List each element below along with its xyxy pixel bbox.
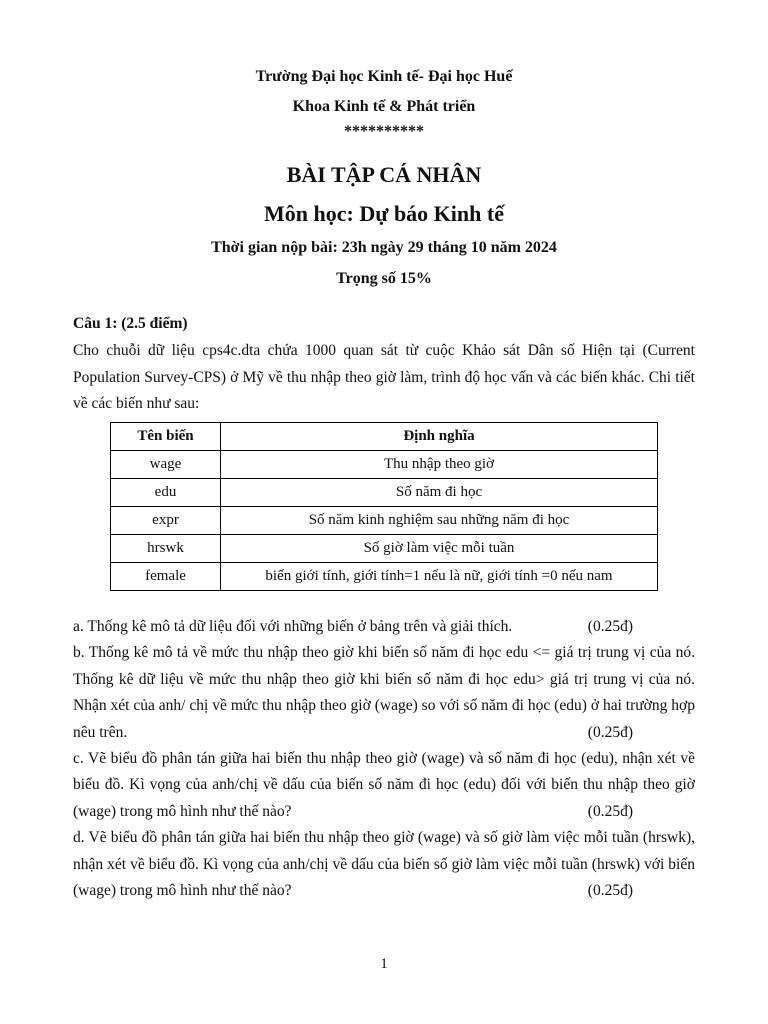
question-1-parts — [73, 614, 695, 904]
variable-name-cell: edu — [111, 479, 221, 507]
faculty-name: Khoa Kinh tế & Phát triển — [292, 98, 476, 115]
table-row — [111, 563, 658, 591]
part-a-points: (0.25đ) — [587, 618, 633, 635]
variable-definition-cell: Thu nhập theo giờ — [221, 451, 658, 479]
variable-name-cell: female — [111, 563, 221, 591]
grade-weight: Trọng số 15% — [336, 270, 432, 287]
variable-definition-cell: Số năm đi học — [221, 479, 658, 507]
variable-definition-cell: Số giờ làm việc mỗi tuần — [221, 535, 658, 563]
table-header-cell: Định nghĩa — [221, 423, 658, 451]
question-1-heading: Câu 1: (2.5 điểm) — [73, 315, 188, 332]
subject-title: Môn học: Dự báo Kinh tế — [264, 201, 504, 226]
part-d — [73, 825, 695, 904]
part-a-text: a. Thống kê mô tả dữ liệu đối với những biến ở bảng trên và giải thích. — [73, 618, 513, 635]
separator-stars: ********** — [344, 123, 424, 140]
variables-table — [110, 422, 658, 591]
table-row — [111, 507, 658, 535]
deadline: Thời gian nộp bài: 23h ngày 29 tháng 10 năm 2024 — [211, 239, 557, 256]
part-c-points: (0.25đ) — [587, 802, 633, 820]
variable-name-cell: expr — [111, 507, 221, 535]
part-b — [73, 640, 695, 746]
part-d-text: d. Vẽ biểu đồ phân tán giữa hai biến thu nhập theo giờ (wage) và số giờ làm việc mỗi tuần (hrswk), nhận xét về biểu đồ. Kì vọng của anh/chị về dấu của biến số giờ làm việc mỗi tuần (hrswk) với biến (wage) trong mô hình như thế nào? — [73, 829, 695, 900]
part-b-points: (0.25đ) — [587, 723, 633, 741]
table-row — [111, 535, 658, 563]
variable-name-cell: hrswk — [111, 535, 221, 563]
part-c-text: c. Vẽ biểu đồ phân tán giữa hai biến thu nhập theo giờ (wage) và số năm đi học (edu), nhận xét về biểu đồ. Kì vọng của anh/chị về dấu của biến số năm đi học (edu) đối với biến thu nhập theo giờ (wage) trong mô hình như thế nào? — [73, 750, 695, 820]
table-header-cell: Tên biến — [111, 423, 221, 451]
page-number: 1 — [380, 956, 388, 972]
table-row — [111, 451, 658, 479]
question-1-intro: Cho chuỗi dữ liệu cps4c.dta chứa 1000 quan sát từ cuộc Khảo sát Dân số Hiện tại (Current Population Survey-CPS) ở Mỹ về thu nhập theo giờ làm, trình độ học vấn và các biến khác. Chi tiết về các biến như sau: — [73, 342, 695, 412]
table-header-row — [111, 423, 658, 451]
part-a — [73, 614, 695, 640]
variable-name-cell: wage — [111, 451, 221, 479]
part-c — [73, 746, 695, 825]
table-row — [111, 479, 658, 507]
part-b-text: b. Thống kê mô tả về mức thu nhập theo giờ khi biến số năm đi học edu <= giá trị trung vị của nó. Thống kê dữ liệu về mức thu nhập theo giờ khi biến số năm đi học edu> giá trị trung vị của nó. Nhận xét của anh/ chị về mức thu nhập theo giờ (wage) so với số năm đi học (edu) ở hai trường hợp nêu trên. — [73, 644, 695, 741]
variable-definition-cell: Số năm kinh nghiệm sau những năm đi học — [221, 507, 658, 535]
document-title: BÀI TẬP CÁ NHÂN — [286, 162, 482, 187]
part-d-points: (0.25đ) — [587, 882, 633, 900]
university-name: Trường Đại học Kinh tế- Đại học Huế — [255, 68, 513, 85]
variable-definition-cell: biến giới tính, giới tính=1 nếu là nữ, giới tính =0 nếu nam — [221, 563, 658, 591]
